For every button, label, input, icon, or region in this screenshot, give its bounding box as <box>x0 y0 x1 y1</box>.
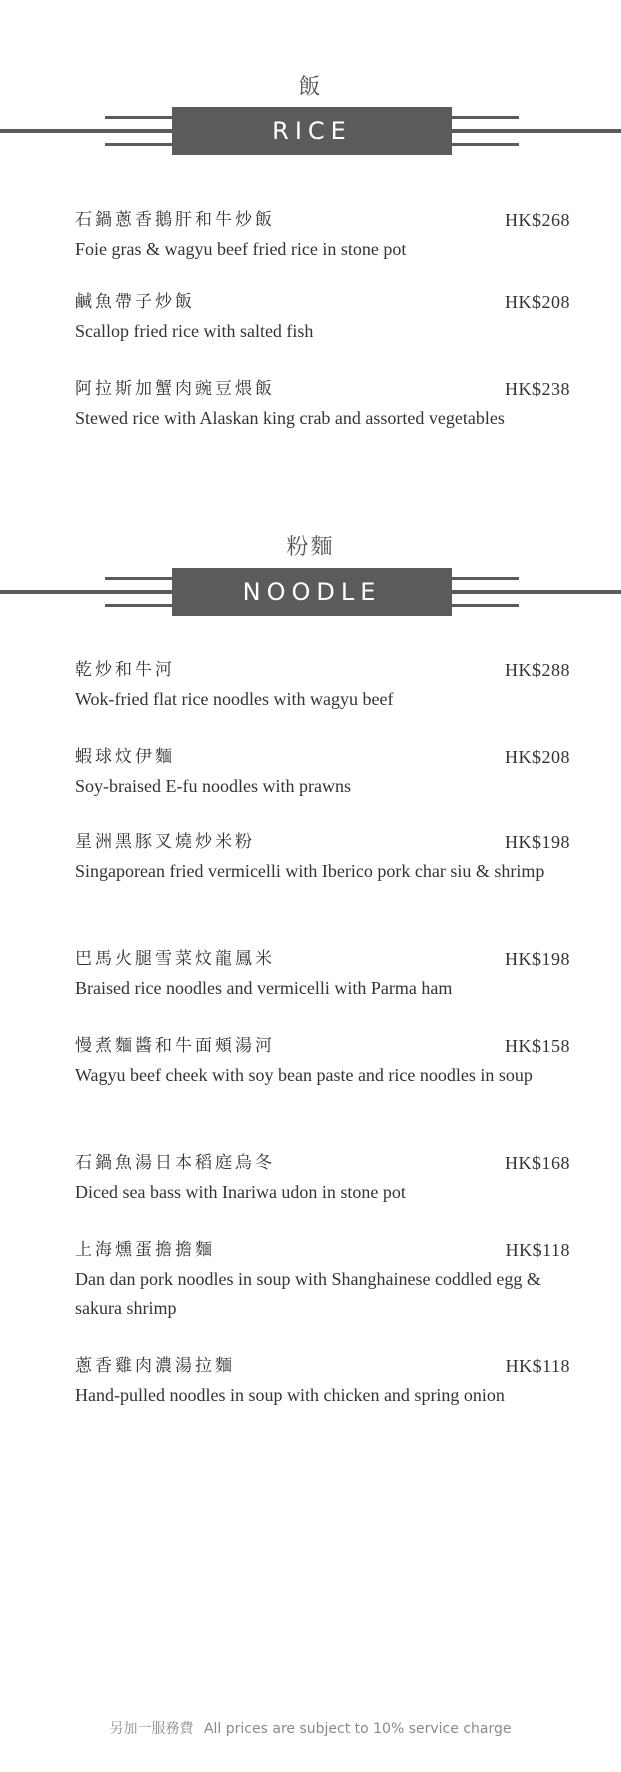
section-title-en-noodle: NOODLE <box>172 568 452 616</box>
banner-rule-left-top <box>105 116 172 119</box>
menu-item <box>75 827 570 886</box>
item-name-en: Hand-pulled noodles in soup with chicken and spring onion <box>75 1385 505 1405</box>
section-title-zh-rice: 飯 <box>298 75 323 100</box>
item-name-zh: 星洲黑豚叉燒炒米粉 <box>75 832 255 852</box>
banner-rule-left <box>0 129 172 133</box>
item-name-en: Singaporean fried vermicelli with Iberico pork char siu & shrimp <box>75 861 545 881</box>
banner-rule-left-top <box>105 577 172 580</box>
item-name-zh: 巴馬火腿雪菜炆龍鳳米 <box>75 949 275 969</box>
item-name-en: Foie gras & wagyu beef fried rice in stone pot <box>75 239 407 259</box>
banner-rule-right-top <box>452 116 519 119</box>
item-name-zh: 蔥香雞肉濃湯拉麵 <box>75 1356 235 1376</box>
item-name-zh: 慢煮麵醬和牛面頰湯河 <box>75 1036 275 1056</box>
item-name-zh: 鹹魚帶子炒飯 <box>75 292 195 312</box>
menu-item <box>75 742 570 801</box>
item-name-en: Scallop fried rice with salted fish <box>75 321 314 341</box>
menu-item <box>75 1031 570 1090</box>
menu-item <box>75 374 570 433</box>
banner-rule-left-bottom <box>105 604 172 607</box>
item-name-zh: 乾炒和牛河 <box>75 660 175 680</box>
item-name-en: Diced sea bass with Inariwa udon in stone pot <box>75 1182 406 1202</box>
menu-item <box>75 655 570 714</box>
banner-rule-right-top <box>452 577 519 580</box>
item-name-zh: 蝦球炆伊麵 <box>75 747 175 767</box>
item-name-zh: 石鍋魚湯日本稻庭烏冬 <box>75 1153 275 1173</box>
service-charge-en: All prices are subject to 10% service charge <box>203 1721 512 1737</box>
item-name-zh: 阿拉斯加蟹肉豌豆煨飯 <box>75 379 275 399</box>
item-price: HK$118 <box>505 1240 570 1260</box>
item-name-en: Wok-fried flat rice noodles with wagyu beef <box>75 689 394 709</box>
section-title-zh-noodle: 粉麵 <box>286 535 335 560</box>
menu-item <box>75 205 570 264</box>
banner-rule-right <box>452 129 621 133</box>
item-price: HK$288 <box>505 660 570 680</box>
item-name-en: Soy-braised E-fu noodles with prawns <box>75 776 351 796</box>
service-charge-zh: 另加一服務費 <box>109 1721 194 1737</box>
item-price: HK$158 <box>505 1036 570 1056</box>
service-charge-note <box>0 1718 621 1738</box>
item-price: HK$208 <box>505 747 570 767</box>
banner-rule-right-bottom <box>452 604 519 607</box>
item-name-en: Braised rice noodles and vermicelli with Parma ham <box>75 978 453 998</box>
menu-item <box>75 1148 570 1207</box>
item-name-zh: 上海燻蛋擔擔麵 <box>75 1240 215 1260</box>
item-price: HK$168 <box>505 1153 570 1173</box>
banner-rule-left-bottom <box>105 143 172 146</box>
menu-item <box>75 287 570 346</box>
banner-rule-left <box>0 590 172 594</box>
menu-item <box>75 944 570 1003</box>
section-title-en-rice: RICE <box>172 107 452 155</box>
item-name-en: Stewed rice with Alaskan king crab and assorted vegetables <box>75 408 505 428</box>
item-price: HK$118 <box>505 1356 570 1376</box>
item-price: HK$198 <box>505 832 570 852</box>
item-price: HK$208 <box>505 292 570 312</box>
banner-rule-right-bottom <box>452 143 519 146</box>
item-name-en: Dan dan pork noodles in soup with Shanghainese coddled egg & sakura shrimp <box>75 1269 541 1318</box>
item-name-zh: 石鍋蔥香鵝肝和牛炒飯 <box>75 210 275 230</box>
section-banner-noodle <box>0 567 621 617</box>
item-price: HK$198 <box>505 949 570 969</box>
section-banner-rice <box>0 106 621 156</box>
item-price: HK$238 <box>505 379 570 399</box>
banner-rule-right <box>452 590 621 594</box>
item-name-en: Wagyu beef cheek with soy bean paste and rice noodles in soup <box>75 1065 533 1085</box>
item-price: HK$268 <box>505 210 570 230</box>
menu-item <box>75 1351 570 1410</box>
menu-item <box>75 1235 570 1323</box>
